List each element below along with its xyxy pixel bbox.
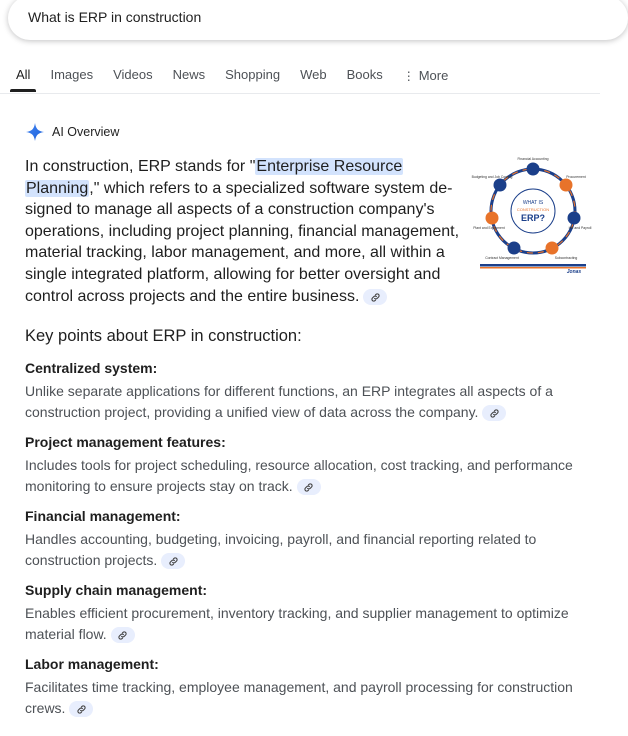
tab-shopping[interactable]: Shopping xyxy=(225,67,281,82)
list-item xyxy=(25,358,595,422)
point-title: Centralized system: xyxy=(25,360,158,376)
label-plant: Plant and Equipment xyxy=(473,226,505,230)
footer-bar xyxy=(480,264,586,267)
node xyxy=(486,212,499,225)
point-body xyxy=(25,381,595,422)
list-item xyxy=(25,654,595,718)
link-icon xyxy=(168,556,179,567)
ai-overview-summary xyxy=(25,156,475,307)
search-input[interactable]: What is ERP in construction xyxy=(28,9,202,25)
tab-more[interactable] xyxy=(403,62,449,92)
tab-more-label: More xyxy=(418,68,449,83)
source-link-chip[interactable] xyxy=(69,701,93,717)
point-text: Facilitates time tracking, employee management, and payroll processing for construction crews. xyxy=(25,679,573,716)
gemini-sparkle-icon xyxy=(25,122,45,142)
source-link-chip[interactable] xyxy=(482,405,506,421)
center-line-3: ERP? xyxy=(520,213,546,223)
source-link-chip[interactable] xyxy=(363,289,387,305)
point-title: Financial management: xyxy=(25,508,181,524)
search-bar[interactable] xyxy=(8,0,628,40)
label-financial: Financial Accounting xyxy=(517,157,549,161)
point-title: Project management features: xyxy=(25,434,226,450)
more-vert-icon: ⋮ xyxy=(402,68,415,83)
node xyxy=(568,212,581,225)
point-body xyxy=(25,529,595,570)
key-points-title: Key points about ERP in construction: xyxy=(25,327,302,345)
node xyxy=(508,242,521,255)
node xyxy=(546,242,559,255)
highlight-planning: Planning xyxy=(26,179,89,197)
label-hr: HR and Payroll xyxy=(568,226,592,230)
point-text: Unlike separate applications for different functions, an ERP integrates all aspects of a construction project, providing a unified view of data across the company. xyxy=(25,383,553,420)
center-line-1: WHAT IS xyxy=(522,200,544,206)
label-procurement: Procurement xyxy=(566,175,586,179)
tab-all[interactable]: All xyxy=(16,62,30,92)
label-contract: Contract Management xyxy=(485,256,519,260)
link-icon xyxy=(303,482,314,493)
link-icon xyxy=(76,704,87,715)
list-item xyxy=(25,506,595,570)
key-points-list xyxy=(25,358,595,728)
source-link-chip[interactable] xyxy=(111,627,135,643)
summary-text-end: ," which refers to a specialized software system de-signed to manage all aspects of a construction company's operations, including project planning, financial management, material tracking, labor management, and more, all within a single integrated platform, allowing for better oversight and control across projects and the entire business. xyxy=(25,179,460,305)
tab-books[interactable]: Books xyxy=(346,67,383,82)
source-link-chip[interactable] xyxy=(297,479,321,495)
link-icon xyxy=(370,292,381,303)
highlight-enterprise-resource: Enterprise Resource xyxy=(256,158,403,175)
tab-images[interactable]: Images xyxy=(50,67,94,82)
source-link-chip[interactable] xyxy=(161,553,185,569)
node xyxy=(560,179,573,192)
tab-videos[interactable]: Videos xyxy=(113,67,153,82)
point-text: Enables efficient procurement, inventory tracking, and supplier management to optimize material flow. xyxy=(25,605,569,642)
node xyxy=(527,163,540,176)
link-icon xyxy=(117,630,128,641)
erp-diagram-image[interactable] xyxy=(471,156,592,275)
point-text: Includes tools for project scheduling, resource allocation, cost tracking, and performance monitoring to ensure projects stay on track. xyxy=(25,457,573,494)
list-item xyxy=(25,432,595,496)
link-icon xyxy=(489,408,500,419)
search-tabs xyxy=(16,62,468,92)
point-body xyxy=(25,603,595,644)
label-budgeting: Budgeting and Job Costing xyxy=(471,175,513,179)
point-body xyxy=(25,455,595,496)
tab-news[interactable]: News xyxy=(172,67,206,82)
ai-overview-header xyxy=(25,122,119,142)
tabs-divider xyxy=(0,93,600,94)
point-title: Supply chain management: xyxy=(25,582,208,598)
brand-logo: Jonas xyxy=(566,269,582,275)
label-subcontracting: Subcontracting xyxy=(554,256,578,260)
list-item xyxy=(25,580,595,644)
node xyxy=(494,179,507,192)
center-line-2: CONSTRUCTION xyxy=(516,207,550,212)
point-title: Labor management: xyxy=(25,656,159,672)
ai-overview-label: AI Overview xyxy=(52,125,120,139)
point-text: Handles accounting, budgeting, invoicing, payroll, and financial reporting related to construction projects. xyxy=(25,531,537,568)
tab-web[interactable]: Web xyxy=(300,67,327,82)
point-body xyxy=(25,677,595,718)
summary-text-start: In construction, ERP stands for " xyxy=(25,158,256,175)
